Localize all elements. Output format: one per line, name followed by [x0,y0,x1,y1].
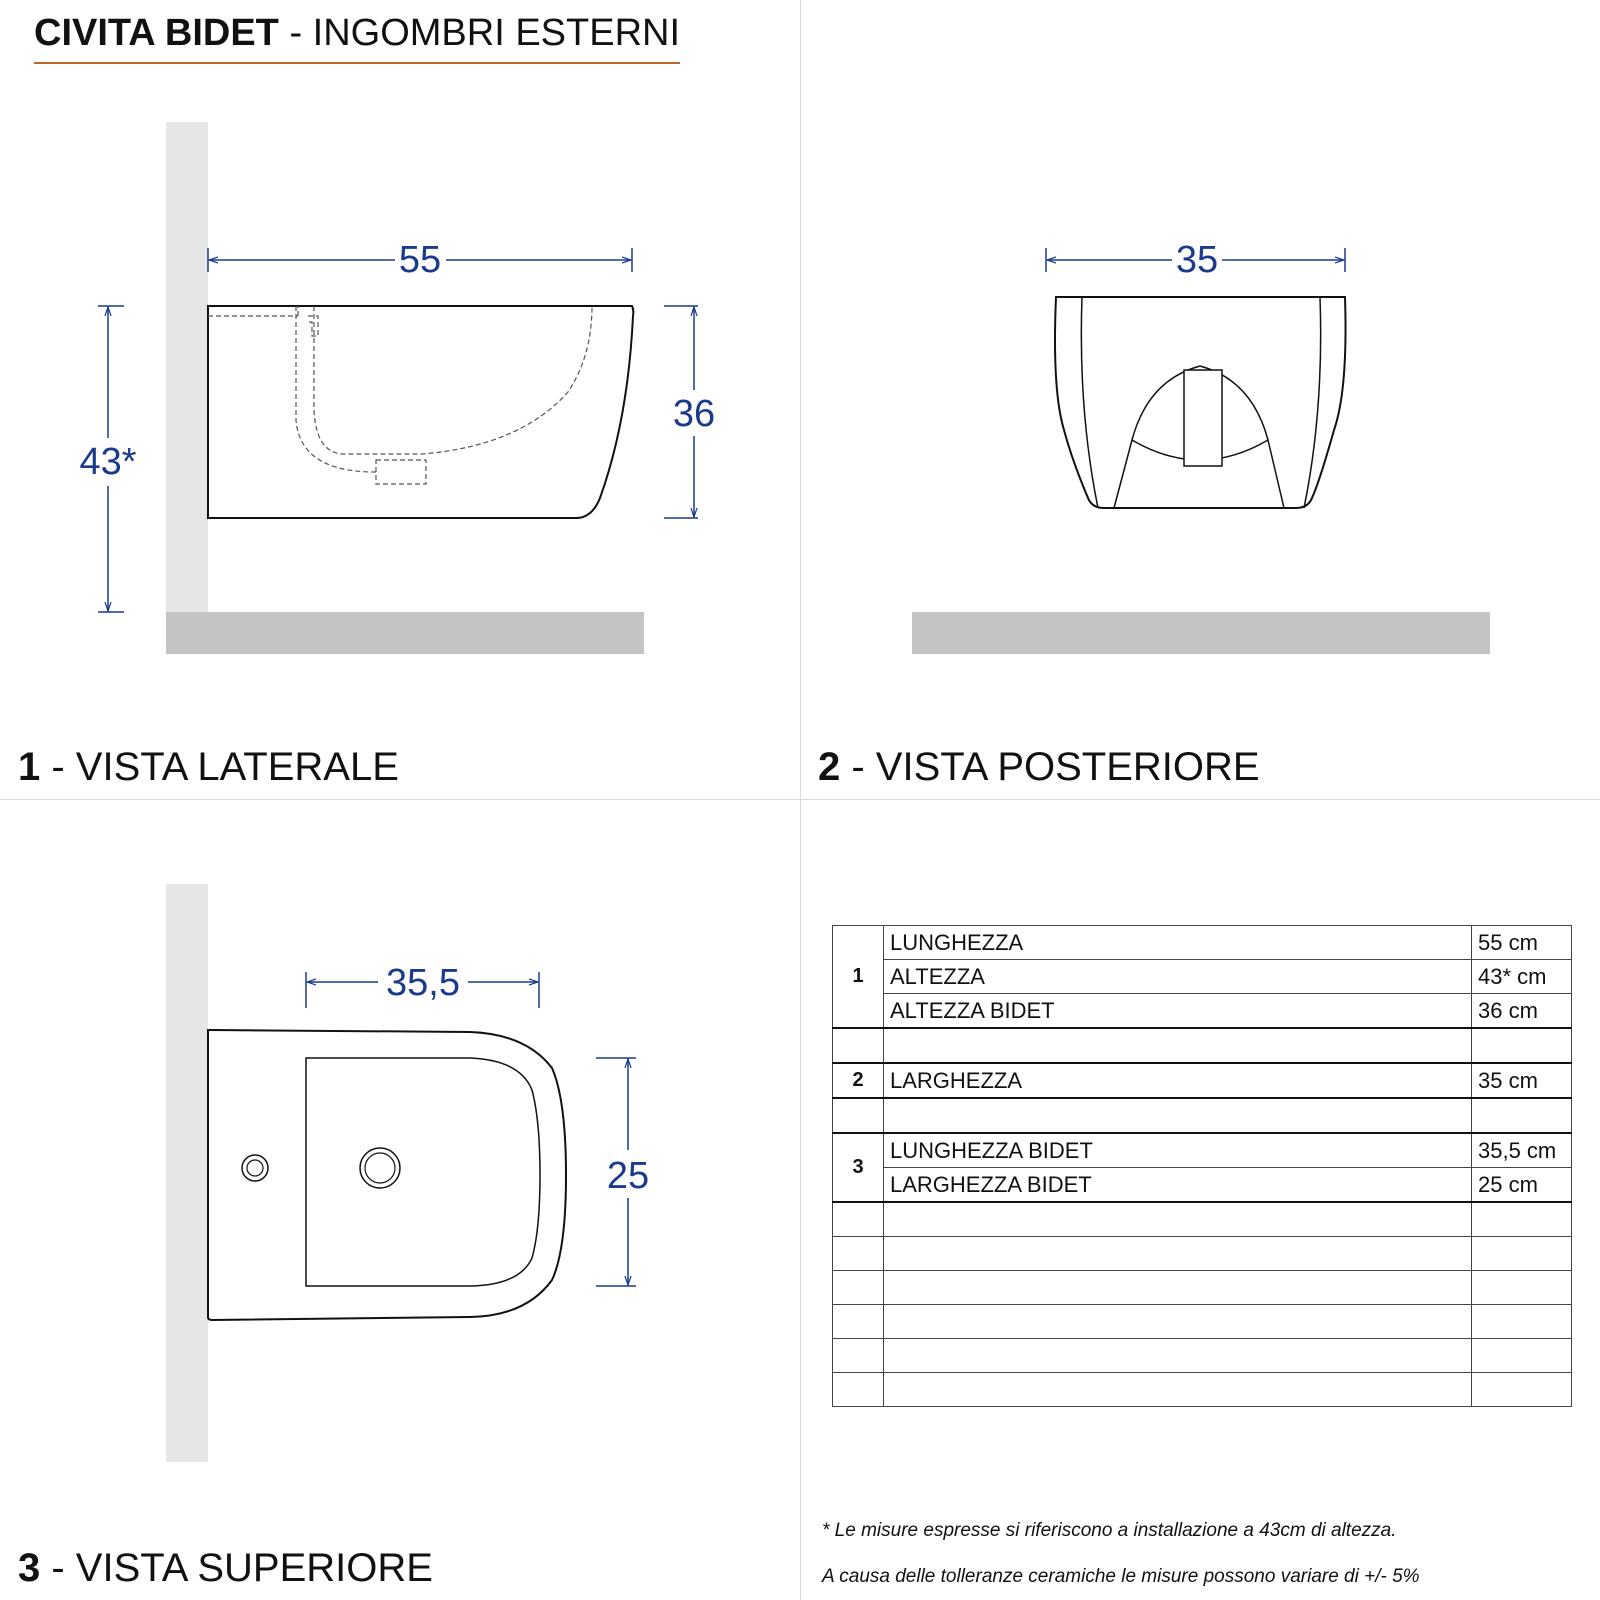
view-number-side: 1 [18,745,41,789]
table-row [833,1168,1572,1203]
view-title-rear: - VISTA POSTERIORE [840,745,1260,789]
side-height-value: 36 [672,393,716,435]
table-row-empty [833,1271,1572,1305]
table-cell-value: 25 cm [1472,1168,1572,1203]
side-length-value: 55 [398,239,442,281]
top-width-value: 25 [606,1155,650,1197]
table-row [833,994,1572,1029]
top-view [166,884,649,1462]
view-title-top: - VISTA SUPERIORE [40,1546,433,1590]
table-row [833,960,1572,994]
side-view [79,122,715,654]
rear-outlet [1184,370,1222,466]
table-row [833,1063,1572,1098]
dimensions-table [832,925,1572,1407]
view-label-rear [818,745,1260,790]
table-cell-label: LARGHEZZA BIDET [884,1168,1472,1203]
side-install-height-value: 43* [79,441,137,483]
footnote-installation: * Le misure espresse si riferiscono a installazione a 43cm di altezza. [822,1520,1397,1541]
page-title-bold: CIVITA BIDET [34,12,279,54]
view-title-side: - VISTA LATERALE [40,745,399,789]
view-label-side [18,745,399,790]
table-row-empty [833,1028,1572,1063]
table-cell-label: LUNGHEZZA BIDET [884,1133,1472,1168]
table-cell-value: 36 cm [1472,994,1572,1029]
side-wall [166,122,208,612]
view-number-rear: 2 [818,745,841,789]
table-cell-value: 35 cm [1472,1063,1572,1098]
table-row-empty [833,1237,1572,1271]
table-row-empty [833,1098,1572,1133]
page-title-rest: - INGOMBRI ESTERNI [278,12,681,54]
table-cell-value: 55 cm [1472,926,1572,960]
table-row-empty [833,1373,1572,1407]
table-group-number: 1 [833,926,884,1029]
table-group-number: 2 [833,1063,884,1098]
table-row-empty [833,1305,1572,1339]
table-cell-label: LUNGHEZZA [884,926,1472,960]
rear-floor [912,612,1490,654]
table-group-number: 3 [833,1133,884,1202]
view-label-top [18,1546,433,1591]
top-length-value: 35,5 [386,962,460,1004]
table-cell-label: ALTEZZA [884,960,1472,994]
side-bidet-outline [208,306,633,518]
table-cell-value: 35,5 cm [1472,1133,1572,1168]
rear-view [912,239,1490,654]
top-wall [166,884,208,1462]
table-row [833,926,1572,960]
table-row-empty [833,1339,1572,1373]
rear-width-value: 35 [1175,239,1219,281]
view-number-top: 3 [18,1546,41,1590]
table-row [833,1133,1572,1168]
table-cell-value: 43* cm [1472,960,1572,994]
side-floor [166,612,644,654]
table-cell-label: LARGHEZZA [884,1063,1472,1098]
top-bidet-outline [208,1030,566,1320]
footnote-tolerance: A causa delle tolleranze ceramiche le misure possono variare di +/- 5% [822,1566,1420,1587]
table-row-empty [833,1202,1572,1237]
table-cell-label: ALTEZZA BIDET [884,994,1472,1029]
